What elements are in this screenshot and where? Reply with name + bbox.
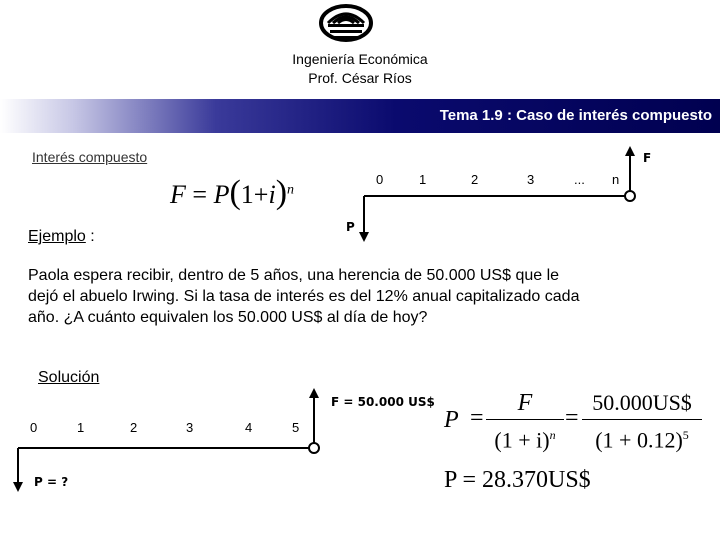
solution-cash-flow-diagram	[10, 380, 435, 500]
den1-base: (1 + i)	[494, 427, 550, 453]
tick-label: n	[612, 172, 620, 187]
example-heading	[28, 228, 95, 246]
tick-label: 2	[130, 420, 138, 435]
formula-plus: +	[253, 180, 269, 209]
tick-label: 1	[77, 420, 85, 435]
present-arrowhead	[359, 232, 369, 242]
fraction-2-denominator	[582, 420, 702, 455]
solution-formula-eq1: =	[470, 405, 484, 431]
example-colon: :	[90, 228, 95, 245]
compound-interest-formula	[170, 174, 294, 212]
solution-fraction-2	[582, 390, 702, 455]
slide-title: Tema 1.9 : Caso de interés compuesto	[439, 107, 712, 124]
formula-paren-left: (	[229, 174, 241, 211]
solution-fraction-1	[486, 390, 564, 455]
tick-label: 0	[30, 420, 38, 435]
solution-result: P = 28.370US$	[444, 467, 591, 493]
formula-i: i	[268, 180, 276, 209]
future-value-label: F = 50.000 US$	[331, 395, 435, 409]
future-arrowhead	[309, 388, 319, 398]
fraction-1-denominator	[486, 420, 564, 455]
top-cash-flow-diagram	[330, 140, 650, 250]
formula-paren-right: )	[275, 174, 288, 211]
formula-p: P	[213, 180, 230, 209]
present-value-label: P	[346, 220, 355, 234]
future-value-label: F	[643, 151, 652, 165]
formula-eq: =	[192, 180, 208, 209]
present-value-label: P = ?	[34, 475, 69, 489]
den1-exponent: n	[549, 428, 556, 442]
example-text: Paola espera recibir, dentro de 5 años, una herencia de 50.000 US$ que le dejó el abuelo Irwing. Si la tasa de interés es del 12% anual capitalizado cada año. ¿A cuánto equivalen los 50.000 US$ al día de hoy?	[28, 267, 580, 326]
present-arrowhead	[13, 482, 23, 492]
fraction-1-numerator: F	[517, 390, 533, 416]
future-node	[625, 191, 635, 201]
tick-label: 1	[419, 172, 427, 187]
future-node	[309, 443, 319, 453]
tick-label: 3	[527, 172, 535, 187]
formula-f: F	[170, 180, 186, 209]
university-logo	[318, 2, 374, 48]
solution-formula-eq2: =	[565, 405, 579, 431]
section-heading: Interés compuesto	[32, 149, 148, 165]
tick-label: 4	[245, 420, 253, 435]
tick-label: 2	[471, 172, 479, 187]
tick-label: 3	[186, 420, 194, 435]
title-bar	[0, 99, 720, 133]
formula-one: 1	[240, 180, 254, 209]
future-arrowhead	[625, 146, 635, 156]
den2-exponent: 5	[682, 428, 689, 442]
fraction-2-numerator: 50.000US$	[592, 390, 692, 415]
solution-label: Solución	[38, 369, 100, 386]
tick-label: 0	[376, 172, 384, 187]
example-label: Ejemplo	[28, 228, 86, 245]
formula-exponent: n	[287, 182, 295, 198]
tick-label: 5	[292, 420, 300, 435]
den2-base: (1 + 0.12)	[595, 427, 683, 453]
professor-name: Prof. César Ríos	[308, 70, 412, 86]
course-name: Ingeniería Económica	[292, 51, 428, 67]
tick-label: ...	[574, 172, 585, 187]
solution-formula-p: P	[444, 407, 459, 433]
